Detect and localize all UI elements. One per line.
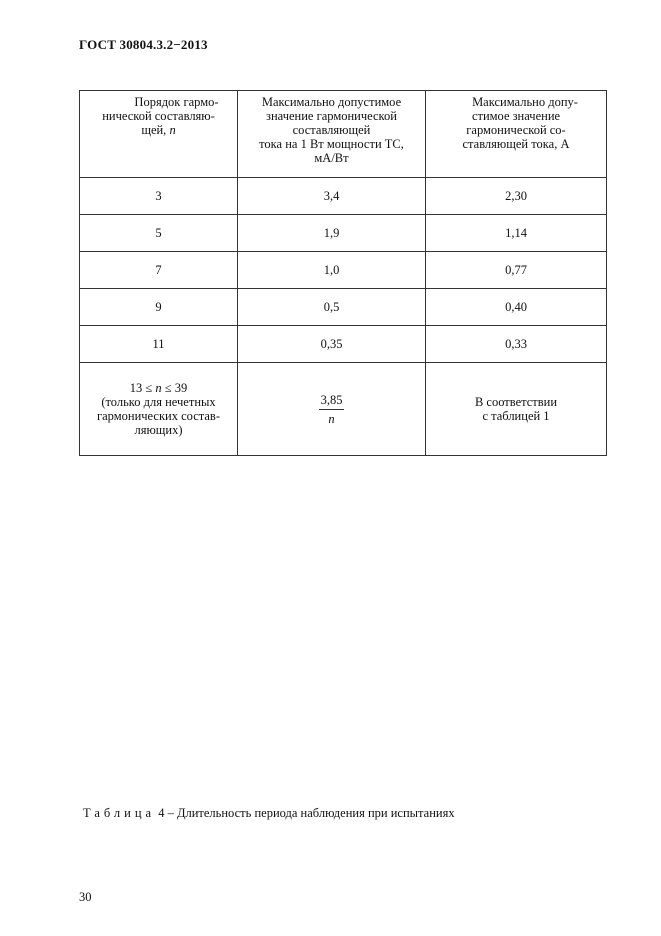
cell-harmonic-order-range: 13 ≤ n ≤ 39 (только для нечетных гармонических состав- ляющих) [80, 363, 238, 456]
header-max-current: Максимально допу- стимое значение гармонической со- ставляющей тока, А [426, 91, 607, 178]
caption-text: Длительность периода наблюдения при испытаниях [176, 806, 455, 820]
table-header-row [80, 91, 607, 178]
cell-harmonic-order: 3 [80, 178, 238, 215]
table-row [80, 326, 607, 363]
cell-max-current: 2,30 [426, 178, 607, 215]
cell-max-current: 0,33 [426, 326, 607, 363]
cell-current-per-watt: 0,5 [238, 289, 426, 326]
page-number: 30 [79, 890, 92, 904]
table-row [80, 215, 607, 252]
caption-label: Таблица [83, 806, 156, 820]
cell-harmonic-order: 5 [80, 215, 238, 252]
header-harmonic-order: Порядок гармо- нической составляю- щей, n [80, 91, 238, 178]
order-range-expression: 13 ≤ n ≤ 39 [129, 381, 188, 395]
header-current-per-watt: Максимально допустимое значение гармонической составляющей тока на 1 Вт мощности ТС, мА/Вт [238, 91, 426, 178]
cell-max-current-reference: В соответствии с таблицей 1 [426, 363, 607, 456]
cell-harmonic-order: 9 [80, 289, 238, 326]
table-row [80, 252, 607, 289]
caption-dash: – [167, 806, 174, 820]
table-row [80, 289, 607, 326]
cell-max-current: 1,14 [426, 215, 607, 252]
cell-current-per-watt: 1,0 [238, 252, 426, 289]
cell-current-per-watt-formula [238, 363, 426, 456]
fraction-formula [319, 393, 345, 426]
cell-max-current: 0,77 [426, 252, 607, 289]
harmonic-limits-table [79, 90, 607, 456]
table-caption [83, 806, 455, 821]
cell-current-per-watt: 1,9 [238, 215, 426, 252]
cell-max-current: 0,40 [426, 289, 607, 326]
document-header [79, 37, 208, 53]
cell-harmonic-order: 11 [80, 326, 238, 363]
fraction-numerator: 3,85 [319, 393, 345, 410]
table-row [80, 178, 607, 215]
caption-number: 4 [158, 806, 165, 820]
cell-current-per-watt: 0,35 [238, 326, 426, 363]
cell-current-per-watt: 3,4 [238, 178, 426, 215]
fraction-denominator: n [328, 411, 335, 426]
table-row-range [80, 363, 607, 456]
standard-number: ГОСТ 30804.3.2−2013 [79, 37, 208, 52]
cell-harmonic-order: 7 [80, 252, 238, 289]
